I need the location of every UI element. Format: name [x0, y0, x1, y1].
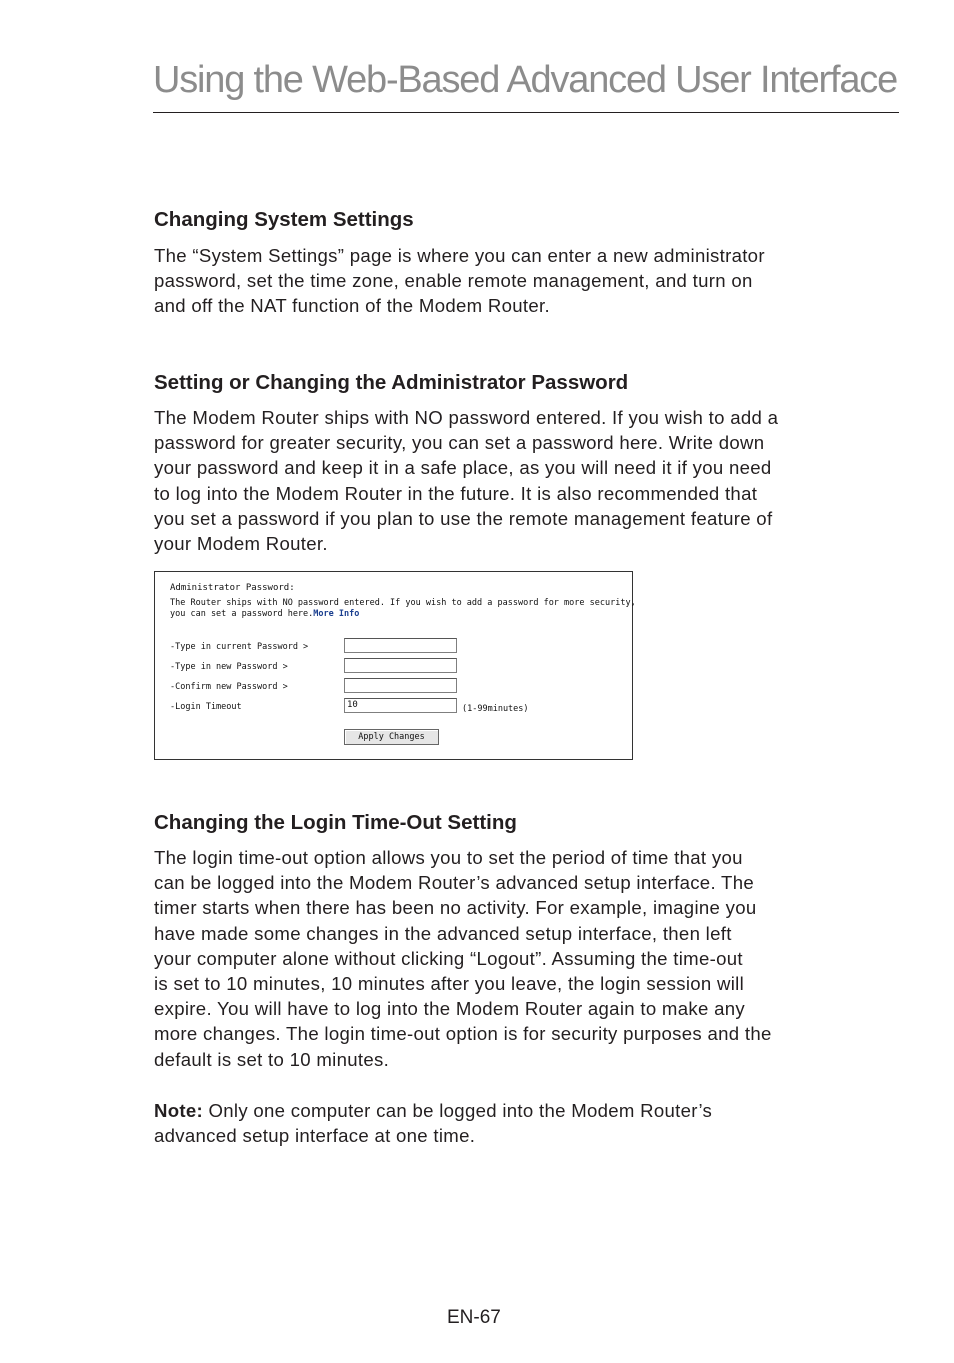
- text-line: is set to 10 minutes, 10 minutes after you leave, the login session will: [154, 973, 745, 995]
- login-timeout-label: -Login Timeout: [170, 702, 242, 712]
- admin-password-heading: Setting or Changing the Administrator Password: [154, 371, 629, 394]
- current-password-label: -Type in current Password >: [170, 642, 309, 652]
- text-line: your Modem Router.: [154, 533, 328, 555]
- text-line: your computer alone without clicking “Logout”. Assuming the time-out: [154, 947, 743, 969]
- login-timeout-heading: Changing the Login Time-Out Setting: [154, 811, 517, 834]
- more-info-link[interactable]: More Info: [313, 609, 360, 619]
- login-timeout-input[interactable]: 10: [344, 698, 457, 713]
- apply-changes-button[interactable]: Apply Changes: [344, 729, 439, 745]
- text-line: The “System Settings” page is where you can enter a new administrator: [154, 245, 765, 266]
- page-title: Using the Web-Based Advanced User Interface: [153, 59, 898, 101]
- text-line: timer starts when there has been no activity. For example, imagine you: [154, 897, 757, 919]
- note-text: Only one computer can be logged into the Modem Router’s: [203, 1100, 713, 1121]
- text-line: your password and keep it in a safe place, as you will need it if you need: [154, 457, 772, 479]
- text-line: have made some changes in the advanced setup interface, then left: [154, 922, 732, 944]
- current-password-input[interactable]: [344, 638, 457, 653]
- title-divider: [153, 112, 899, 113]
- text-line: can be logged into the Modem Router’s advanced setup interface. The: [154, 872, 754, 894]
- confirm-password-input[interactable]: [344, 678, 457, 693]
- text-line: default is set to 10 minutes.: [154, 1048, 390, 1070]
- text-line: and off the NAT function of the Modem Router.: [154, 295, 550, 317]
- system-settings-heading: Changing System Settings: [154, 208, 414, 231]
- text-line: password for greater security, you can set a password here. Write down: [154, 432, 765, 454]
- text-line: you set a password if you plan to use the remote management feature of: [154, 507, 773, 529]
- login-timeout-paragraph: [154, 845, 894, 1072]
- new-password-input[interactable]: [344, 658, 457, 673]
- screenshot-intro-line: The Router ships with NO password entered. If you wish to add a password for more security,: [170, 598, 636, 608]
- system-settings-paragraph: [154, 243, 894, 319]
- login-timeout-hint: (1-99minutes): [462, 704, 529, 714]
- screenshot-title: Administrator Password:: [170, 583, 295, 593]
- screenshot-intro: [170, 598, 636, 620]
- text-line: password, set the time zone, enable remote management, and turn on: [154, 270, 753, 292]
- text-line: to log into the Modem Router in the future. It is also recommended that: [154, 482, 758, 504]
- confirm-password-label: -Confirm new Password >: [170, 682, 288, 692]
- text-line: more changes. The login time-out option is for security purposes and the: [154, 1023, 772, 1045]
- text-line: The Modem Router ships with NO password entered. If you wish to add a: [154, 407, 779, 428]
- new-password-label: -Type in new Password >: [170, 662, 288, 672]
- screenshot-intro-line: [170, 609, 636, 620]
- text-line: advanced setup interface at one time.: [154, 1125, 476, 1147]
- note-label: Note:: [154, 1100, 204, 1121]
- admin-password-screenshot: [154, 571, 636, 760]
- note-paragraph: [154, 1098, 894, 1148]
- text-line: expire. You will have to log into the Modem Router again to make any: [154, 998, 745, 1020]
- text-line: The login time-out option allows you to set the period of time that you: [154, 847, 743, 868]
- text-line: [154, 1098, 894, 1123]
- admin-password-paragraph: [154, 405, 894, 556]
- page-number: EN-67: [447, 1307, 501, 1328]
- screenshot-intro-text: you can set a password here.: [170, 609, 314, 619]
